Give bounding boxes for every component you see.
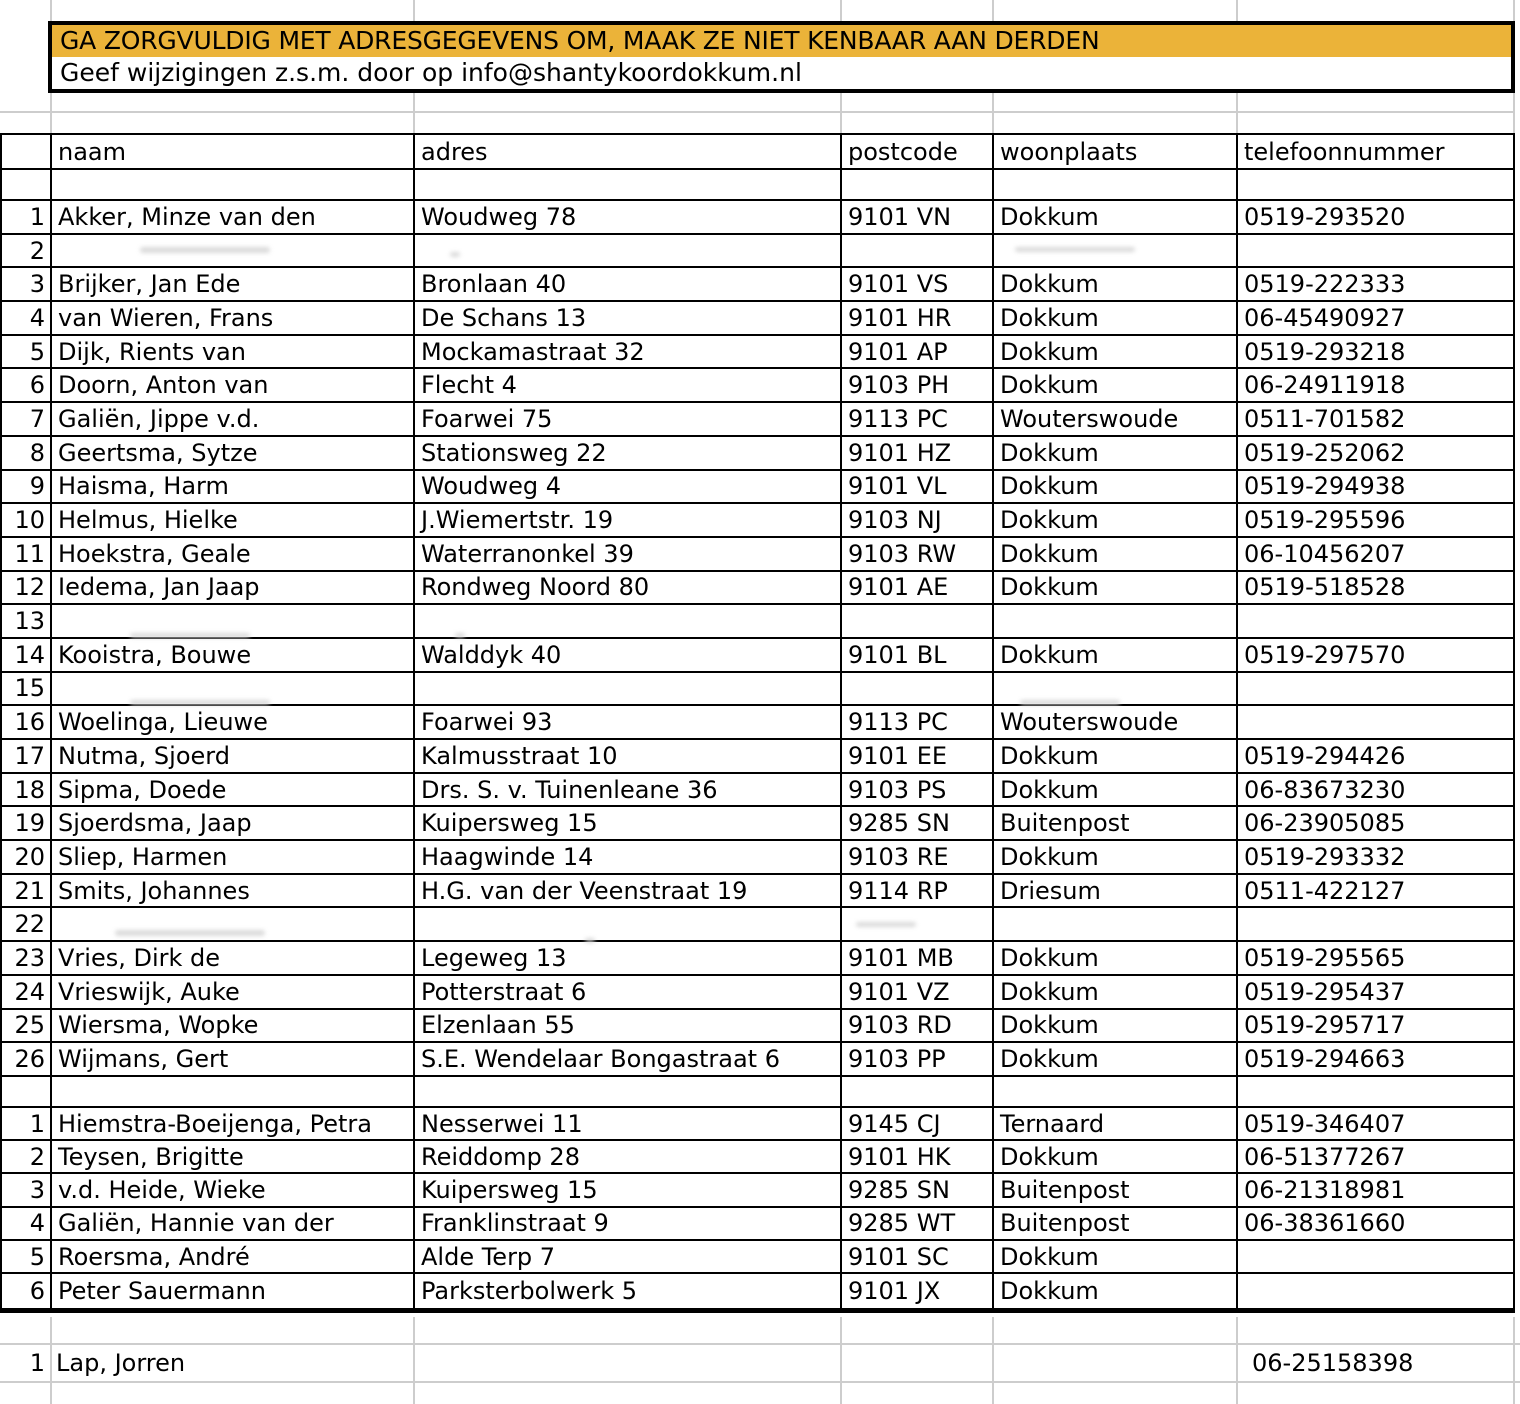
cell-postcode[interactable]: 9285 WT	[842, 1208, 994, 1241]
cell-naam[interactable]: Vrieswijk, Auke	[52, 976, 415, 1010]
cell-telefoon[interactable]	[1238, 235, 1513, 269]
cell-postcode[interactable]: 9103 PH	[842, 369, 994, 403]
redaction-smudge	[455, 633, 465, 638]
cell-postcode[interactable]: 9103 RW	[842, 538, 994, 572]
cell-postcode[interactable]: 9145 CJ	[842, 1108, 994, 1141]
redaction-smudge	[856, 922, 916, 927]
cell-woonplaats[interactable]	[994, 908, 1238, 942]
cell-postcode[interactable]: 9101 JX	[842, 1274, 994, 1307]
header-postcode[interactable]: postcode	[842, 135, 994, 170]
cell-naam[interactable]: Wijmans, Gert	[52, 1043, 415, 1077]
cell-telefoon[interactable]: 0519-252062	[1238, 437, 1513, 471]
spacer-cell[interactable]	[2, 1077, 52, 1108]
header-adres[interactable]: adres	[415, 135, 842, 170]
cell-adres[interactable]: Nesserwei 11	[415, 1108, 842, 1141]
cell-naam[interactable]: Hiemstra-Boeijenga, Petra	[52, 1108, 415, 1141]
cell-telefoon[interactable]: 0519-295596	[1238, 504, 1513, 538]
cell-postcode[interactable]: 9101 HZ	[842, 437, 994, 471]
cell-naam[interactable]: Iedema, Jan Jaap	[52, 572, 415, 606]
cell-woonplaats[interactable]: Dokkum	[994, 437, 1238, 471]
header-telefoon[interactable]: telefoonnummer	[1238, 135, 1513, 170]
cell-adres[interactable]	[415, 908, 842, 942]
header-naam[interactable]: naam	[52, 135, 415, 170]
cell-adres[interactable]: Stationsweg 22	[415, 437, 842, 471]
cell-postcode[interactable]: 9103 RD	[842, 1010, 994, 1044]
cell-telefoon[interactable]: 0519-293520	[1238, 201, 1513, 235]
cell-woonplaats[interactable]: Ternaard	[994, 1108, 1238, 1141]
cell-telefoon[interactable]: 0519-293332	[1238, 841, 1513, 875]
cell-woonplaats[interactable]	[994, 605, 1238, 639]
cell-adres[interactable]: Haagwinde 14	[415, 841, 842, 875]
gridline	[992, 1317, 994, 1404]
row-number[interactable]: 3	[2, 1174, 52, 1207]
cell-telefoon[interactable]: 0519-295717	[1238, 1010, 1513, 1044]
gridline	[992, 0, 994, 21]
cell-postcode[interactable]: 9101 VN	[842, 201, 994, 235]
row-number[interactable]: 1	[2, 1108, 52, 1141]
redaction-smudge	[115, 930, 265, 936]
cell-naam[interactable]: Vries, Dirk de	[52, 942, 415, 976]
cell-naam[interactable]: Roersma, André	[52, 1241, 415, 1274]
cell-postcode[interactable]: 9103 PS	[842, 774, 994, 808]
redaction-smudge	[1020, 700, 1120, 705]
row-number[interactable]: 1	[2, 201, 52, 235]
row-number[interactable]: 2	[2, 1141, 52, 1174]
cell-adres[interactable]: H.G. van der Veenstraat 19	[415, 875, 842, 909]
row-number[interactable]: 15	[2, 673, 52, 707]
cell-naam[interactable]: van Wieren, Frans	[52, 302, 415, 336]
cell-woonplaats[interactable]: Dokkum	[994, 201, 1238, 235]
cell-telefoon[interactable]	[1238, 908, 1513, 942]
cell-woonplaats[interactable]: Dokkum	[994, 268, 1238, 302]
cell-postcode[interactable]: 9113 PC	[842, 403, 994, 437]
cell-telefoon[interactable]	[1238, 673, 1513, 707]
redaction-smudge	[585, 938, 595, 943]
cell-postcode[interactable]: 9103 NJ	[842, 504, 994, 538]
gridline	[413, 0, 415, 21]
cell-telefoon[interactable]	[1238, 1241, 1513, 1274]
cell-postcode[interactable]: 9101 BL	[842, 639, 994, 673]
cell-naam[interactable]: Teysen, Brigitte	[52, 1141, 415, 1174]
cell-telefoon[interactable]: 06-83673230	[1238, 774, 1513, 808]
cell-telefoon[interactable]: 0511-422127	[1238, 875, 1513, 909]
row-number[interactable]: 3	[2, 268, 52, 302]
cell-telefoon[interactable]: 0519-346407	[1238, 1108, 1513, 1141]
cell-woonplaats[interactable]: Buitenpost	[994, 1208, 1238, 1241]
cell-telefoon[interactable]: 06-38361660	[1238, 1208, 1513, 1241]
warning-banner	[48, 21, 1515, 93]
cell-postcode[interactable]: 9101 MB	[842, 942, 994, 976]
gridline	[840, 0, 842, 21]
cell-postcode[interactable]: 9101 AP	[842, 336, 994, 370]
cell-postcode[interactable]: 9103 RE	[842, 841, 994, 875]
cell-woonplaats[interactable]: Dokkum	[994, 369, 1238, 403]
row-number[interactable]: 24	[2, 976, 52, 1010]
banner-subtitle-row[interactable]: Geef wijzigingen z.s.m. door op info@shantykoordokkum.nl	[60, 58, 802, 87]
spacer-cell[interactable]	[994, 170, 1238, 201]
spacer-cell[interactable]	[1238, 170, 1513, 201]
spacer-cell[interactable]	[1238, 1077, 1513, 1108]
spacer-cell[interactable]	[415, 1077, 842, 1108]
row-number[interactable]: 26	[2, 1043, 52, 1077]
cell-adres[interactable]: De Schans 13	[415, 302, 842, 336]
cell-adres[interactable]: Flecht 4	[415, 369, 842, 403]
cell-naam[interactable]: Smits, Johannes	[52, 875, 415, 909]
cell-woonplaats[interactable]: Dokkum	[994, 740, 1238, 774]
cell-telefoon[interactable]: 0519-294938	[1238, 471, 1513, 505]
cell-postcode[interactable]: 9103 PP	[842, 1043, 994, 1077]
cell-telefoon[interactable]: 0519-222333	[1238, 268, 1513, 302]
row-number[interactable]: 22	[2, 908, 52, 942]
cell-telefoon[interactable]: 06-45490927	[1238, 302, 1513, 336]
spacer-cell[interactable]	[994, 1077, 1238, 1108]
cell-telefoon[interactable]: 0519-294426	[1238, 740, 1513, 774]
cell-postcode[interactable]: 9101 HR	[842, 302, 994, 336]
cell-adres[interactable]: Rondweg Noord 80	[415, 572, 842, 606]
cell-woonplaats[interactable]: Driesum	[994, 875, 1238, 909]
cell-adres[interactable]: Waterranonkel 39	[415, 538, 842, 572]
cell-adres[interactable]: Drs. S. v. Tuinenleane 36	[415, 774, 842, 808]
cell-woonplaats[interactable]: Dokkum	[994, 504, 1238, 538]
cell-woonplaats[interactable]: Dokkum	[994, 471, 1238, 505]
cell-woonplaats[interactable]: Dokkum	[994, 976, 1238, 1010]
cell-adres[interactable]	[415, 235, 842, 269]
cell-woonplaats[interactable]: Dokkum	[994, 1043, 1238, 1077]
cell-naam[interactable]: Sliep, Harmen	[52, 841, 415, 875]
row-number[interactable]: 13	[2, 605, 52, 639]
cell-adres[interactable]: Kuipersweg 15	[415, 807, 842, 841]
cell-naam[interactable]: Sipma, Doede	[52, 774, 415, 808]
cell-telefoon[interactable]: 06-21318981	[1238, 1174, 1513, 1207]
cell-postcode[interactable]: 9101 HK	[842, 1141, 994, 1174]
cell-postcode[interactable]	[842, 235, 994, 269]
row-number[interactable]: 7	[2, 403, 52, 437]
cell-naam[interactable]: Sjoerdsma, Jaap	[52, 807, 415, 841]
cell-telefoon[interactable]	[1238, 605, 1513, 639]
cell-telefoon[interactable]: 0519-297570	[1238, 639, 1513, 673]
row-number[interactable]: 20	[2, 841, 52, 875]
cell-postcode[interactable]	[842, 673, 994, 707]
cell-woonplaats[interactable]: Dokkum	[994, 538, 1238, 572]
gridline	[1236, 93, 1238, 133]
cell-postcode[interactable]: 9113 PC	[842, 706, 994, 740]
cell-woonplaats[interactable]: Dokkum	[994, 639, 1238, 673]
gridline	[1236, 0, 1238, 21]
gridline	[840, 93, 842, 133]
cell-naam[interactable]: Hoekstra, Geale	[52, 538, 415, 572]
cell-adres[interactable]: Parksterbolwerk 5	[415, 1274, 842, 1307]
cell-naam[interactable]: Woelinga, Lieuwe	[52, 706, 415, 740]
row-number[interactable]: 10	[2, 504, 52, 538]
cell-woonplaats[interactable]: Buitenpost	[994, 807, 1238, 841]
cell-woonplaats[interactable]: Dokkum	[994, 841, 1238, 875]
cell-naam[interactable]: Nutma, Sjoerd	[52, 740, 415, 774]
cell-adres[interactable]: Woudweg 4	[415, 471, 842, 505]
row-number[interactable]: 9	[2, 471, 52, 505]
gridline	[992, 93, 994, 133]
redaction-smudge	[140, 247, 270, 253]
cell-naam[interactable]	[52, 908, 415, 942]
cell-naam[interactable]: Dijk, Rients van	[52, 336, 415, 370]
row-number[interactable]: 19	[2, 807, 52, 841]
cell-woonplaats[interactable]: Dokkum	[994, 302, 1238, 336]
cell-telefoon[interactable]: 0519-295565	[1238, 942, 1513, 976]
header-rownum-cell[interactable]	[2, 135, 52, 170]
cell-adres[interactable]: Kuipersweg 15	[415, 1174, 842, 1207]
cell-telefoon[interactable]: 0511-701582	[1238, 403, 1513, 437]
cell-adres[interactable]: J.Wiemertstr. 19	[415, 504, 842, 538]
cell-naam[interactable]: Doorn, Anton van	[52, 369, 415, 403]
cell-postcode[interactable]: 9101 VZ	[842, 976, 994, 1010]
cell-adres[interactable]: Walddyk 40	[415, 639, 842, 673]
cell-woonplaats[interactable]: Buitenpost	[994, 1174, 1238, 1207]
gridline	[0, 1381, 1520, 1383]
cell-postcode[interactable]: 9101 SC	[842, 1241, 994, 1274]
cell-adres[interactable]: S.E. Wendelaar Bongastraat 6	[415, 1043, 842, 1077]
cell-adres[interactable]: Elzenlaan 55	[415, 1010, 842, 1044]
cell-postcode[interactable]: 9101 AE	[842, 572, 994, 606]
cell-postcode[interactable]: 9114 RP	[842, 875, 994, 909]
cell-postcode[interactable]: 9285 SN	[842, 1174, 994, 1207]
cell-naam[interactable]: Haisma, Harm	[52, 471, 415, 505]
cell-telefoon[interactable]: 06-23905085	[1238, 807, 1513, 841]
redaction-smudge	[130, 633, 250, 638]
cell-postcode[interactable]: 9101 VL	[842, 471, 994, 505]
cell-woonplaats[interactable]: Dokkum	[994, 774, 1238, 808]
spacer-cell[interactable]	[52, 170, 415, 201]
cell-telefoon[interactable]	[1238, 706, 1513, 740]
gridline	[0, 111, 1515, 113]
cell-adres[interactable]: Reiddomp 28	[415, 1141, 842, 1174]
header-woonplaats[interactable]: woonplaats	[994, 135, 1238, 170]
cell-naam[interactable]: Brijker, Jan Ede	[52, 268, 415, 302]
members-table	[0, 133, 1515, 1313]
cell-adres[interactable]: Alde Terp 7	[415, 1241, 842, 1274]
cell-telefoon[interactable]: 0519-294663	[1238, 1043, 1513, 1077]
cell-telefoon[interactable]: 0519-293218	[1238, 336, 1513, 370]
row-number[interactable]: 4	[2, 302, 52, 336]
gridline	[840, 1317, 842, 1404]
gridline	[1513, 1317, 1515, 1404]
row-number[interactable]: 5	[2, 1241, 52, 1274]
cell-naam[interactable]: Galiën, Jippe v.d.	[52, 403, 415, 437]
cell-naam[interactable]: v.d. Heide, Wieke	[52, 1174, 415, 1207]
gridline	[413, 93, 415, 133]
row-number[interactable]: 14	[2, 639, 52, 673]
cell-telefoon[interactable]: 06-24911918	[1238, 369, 1513, 403]
cell-woonplaats[interactable]: Wouterswoude	[994, 403, 1238, 437]
cell-adres[interactable]: Foarwei 75	[415, 403, 842, 437]
cell-woonplaats[interactable]: Dokkum	[994, 942, 1238, 976]
cell-woonplaats[interactable]: Dokkum	[994, 1010, 1238, 1044]
row-number[interactable]: 5	[2, 336, 52, 370]
cell-telefoon[interactable]	[1238, 1274, 1513, 1307]
row-number[interactable]: 4	[2, 1208, 52, 1241]
row-number[interactable]: 2	[2, 235, 52, 269]
cell-naam[interactable]: Galiën, Hannie van der	[52, 1208, 415, 1241]
gridline	[50, 93, 52, 133]
cell-naam[interactable]: Akker, Minze van den	[52, 201, 415, 235]
redaction-smudge	[450, 252, 460, 257]
spacer-cell[interactable]	[842, 170, 994, 201]
cell-adres[interactable]: Potterstraat 6	[415, 976, 842, 1010]
row-number[interactable]: 11	[2, 538, 52, 572]
warning-banner-row[interactable]: GA ZORGVULDIG MET ADRESGEGEVENS OM, MAAK ZE NIET KENBAAR AAN DERDEN	[52, 25, 1511, 57]
cell-naam[interactable]: Peter Sauermann	[52, 1274, 415, 1307]
row-number[interactable]: 21	[2, 875, 52, 909]
gridline	[50, 1317, 52, 1404]
extra-cell-naam[interactable]: Lap, Jorren	[56, 1349, 186, 1377]
row-number[interactable]: 12	[2, 572, 52, 606]
cell-postcode[interactable]	[842, 605, 994, 639]
row-number[interactable]: 23	[2, 942, 52, 976]
cell-woonplaats[interactable]: Dokkum	[994, 336, 1238, 370]
spacer-cell[interactable]	[842, 1077, 994, 1108]
redaction-smudge	[130, 700, 270, 705]
cell-adres[interactable]: Foarwei 93	[415, 706, 842, 740]
cell-adres[interactable]: Legeweg 13	[415, 942, 842, 976]
gridline	[1236, 1317, 1238, 1404]
gridline	[1513, 0, 1515, 21]
cell-telefoon[interactable]: 06-51377267	[1238, 1141, 1513, 1174]
gridline	[50, 0, 52, 21]
cell-adres[interactable]	[415, 605, 842, 639]
cell-woonplaats[interactable]: Dokkum	[994, 1141, 1238, 1174]
cell-naam[interactable]: Wiersma, Wopke	[52, 1010, 415, 1044]
cell-woonplaats[interactable]: Dokkum	[994, 1274, 1238, 1307]
cell-postcode[interactable]: 9101 VS	[842, 268, 994, 302]
row-number[interactable]: 16	[2, 706, 52, 740]
redaction-smudge	[1015, 247, 1135, 252]
gridline	[1513, 93, 1515, 133]
gridline	[413, 1317, 415, 1404]
extra-row-number[interactable]: 1	[29, 1349, 45, 1377]
spacer-cell[interactable]	[415, 170, 842, 201]
cell-telefoon[interactable]: 06-10456207	[1238, 538, 1513, 572]
row-number[interactable]: 17	[2, 740, 52, 774]
cell-postcode[interactable]: 9101 EE	[842, 740, 994, 774]
cell-naam[interactable]: Helmus, Hielke	[52, 504, 415, 538]
cell-woonplaats[interactable]: Wouterswoude	[994, 706, 1238, 740]
cell-adres[interactable]: Bronlaan 40	[415, 268, 842, 302]
cell-adres[interactable]: Kalmusstraat 10	[415, 740, 842, 774]
cell-telefoon[interactable]: 0519-518528	[1238, 572, 1513, 606]
cell-adres[interactable]	[415, 673, 842, 707]
cell-adres[interactable]: Woudweg 78	[415, 201, 842, 235]
row-number[interactable]: 6	[2, 1274, 52, 1307]
spacer-cell[interactable]	[2, 170, 52, 201]
cell-telefoon[interactable]: 0519-295437	[1238, 976, 1513, 1010]
row-number[interactable]: 6	[2, 369, 52, 403]
cell-naam[interactable]: Geertsma, Sytze	[52, 437, 415, 471]
row-number[interactable]: 25	[2, 1010, 52, 1044]
cell-woonplaats[interactable]: Dokkum	[994, 572, 1238, 606]
row-number[interactable]: 8	[2, 437, 52, 471]
cell-postcode[interactable]: 9285 SN	[842, 807, 994, 841]
extra-cell-telefoon[interactable]: 06-25158398	[1252, 1349, 1414, 1377]
cell-woonplaats[interactable]: Dokkum	[994, 1241, 1238, 1274]
row-number[interactable]: 18	[2, 774, 52, 808]
cell-naam[interactable]: Kooistra, Bouwe	[52, 639, 415, 673]
cell-adres[interactable]: Mockamastraat 32	[415, 336, 842, 370]
cell-adres[interactable]: Franklinstraat 9	[415, 1208, 842, 1241]
spacer-cell[interactable]	[52, 1077, 415, 1108]
